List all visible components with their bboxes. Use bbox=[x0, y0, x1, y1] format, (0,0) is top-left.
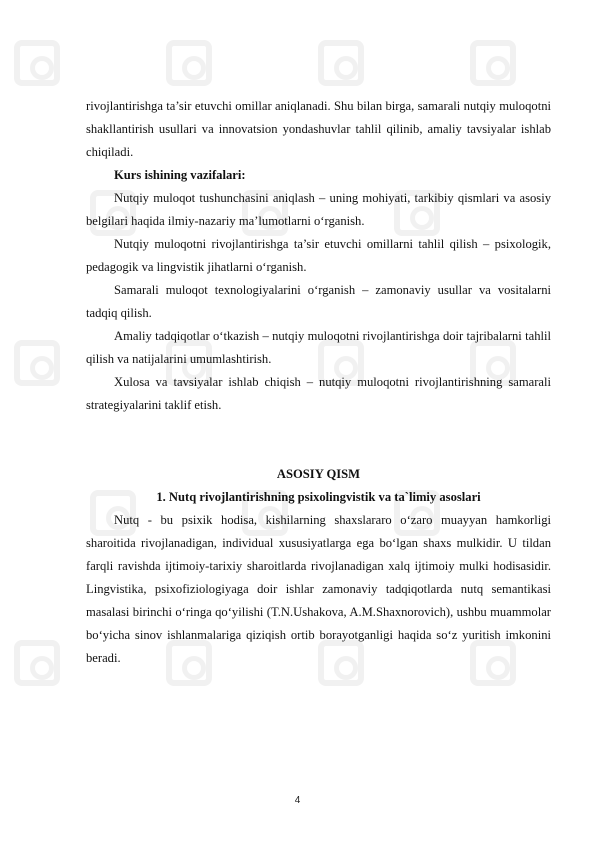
body-paragraph: Nutq - bu psixik hodisa, kishilarning shaxslararo o‘zaro muayyan hamkorligi sharoitida rivojlanadigan, individual xususiyatlarga ega bo‘lgan shaxs mulkidir. U tildan farqli ravishda ijtimoiy-tarixiy sharoitlarda rivojlanadigan xalq ijtimoiy mulki hodisasidir. Lingvistika, psixofiziologiyaga doir ishlar zamonaviy tadqiqotlarda nutq semantikasi masalasi birinchi o‘ringa qo‘yilishi (T.N.Ushakova, A.M.Shaxnorovich), ushbu muammolar bo‘yicha sinov ishlanmalariga qiziqish ortib borayotganligi haqida so‘z yuritish imkonini beradi. bbox=[86, 513, 551, 665]
task-item: Xulosa va tavsiyalar ishlab chiqish – nutqiy muloqotni rivojlantirishning samarali strategiyalarini taklif etish. bbox=[86, 375, 551, 412]
section-subtitle: 1. Nutq rivojlantirishning psixolingvistik va ta`limiy asoslari bbox=[156, 490, 481, 504]
intro-paragraph: rivojlantirishga ta’sir etuvchi omillar aniqlanadi. Shu bilan birga, samarali nutqiy muloqotni shakllantirish usullari va innovatsion yondashuvlar tahlil qilinib, amaliy tavsiyalar ishlab chiqiladi. bbox=[86, 99, 551, 159]
task-item: Samarali muloqot texnologiyalarini o‘rganish – zamonaviy usullar va vositalarni tadqiq qilish. bbox=[86, 283, 551, 320]
page-content bbox=[86, 95, 551, 670]
watermark-icon bbox=[14, 40, 60, 86]
spacer bbox=[86, 417, 551, 463]
task-item: Nutqiy muloqot tushunchasini aniqlash – uning mohiyati, tarkibiy qismlari va asosiy belgilari haqida ilmiy-nazariy ma’lumotlarni o‘rganish. bbox=[86, 191, 551, 228]
task-item: Amaliy tadqiqotlar o‘tkazish – nutqiy muloqotni rivojlantirishga doir tajribalarni tahlil qilish va natijalarini umumlashtirish. bbox=[86, 329, 551, 366]
page-number: 4 bbox=[294, 795, 301, 806]
watermark-icon bbox=[470, 40, 516, 86]
tasks-heading: Kurs ishining vazifalari: bbox=[114, 168, 246, 182]
section-title: ASOSIY QISM bbox=[276, 467, 361, 481]
watermark-icon bbox=[14, 340, 60, 386]
watermark-icon bbox=[166, 40, 212, 86]
watermark-icon bbox=[14, 640, 60, 686]
task-item: Nutqiy muloqotni rivojlantirishga ta’sir etuvchi omillarni tahlil qilish – psixologik, pedagogik va lingvistik jihatlarni o‘rganish. bbox=[86, 237, 551, 274]
watermark-icon bbox=[318, 40, 364, 86]
